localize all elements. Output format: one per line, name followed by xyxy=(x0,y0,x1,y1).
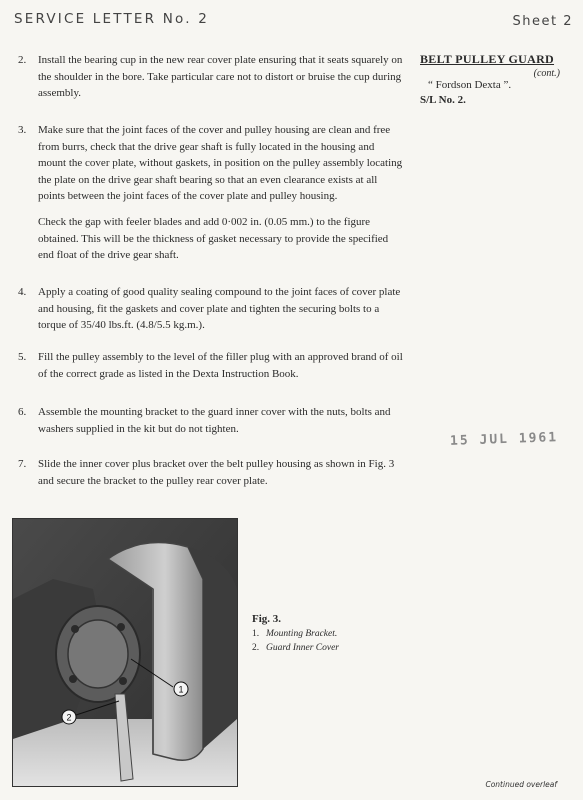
item-number: 5. xyxy=(18,351,27,363)
instruction-item-4 xyxy=(18,284,403,334)
figure-legend-number: 1. xyxy=(252,629,260,639)
item-text: Slide the inner cover plus bracket over the belt pulley housing as shown in Fig. 3 and secure the bracket to the pulley rear cover plate. xyxy=(38,458,395,487)
figure-legend-label: Guard Inner Cover xyxy=(266,643,339,653)
continued-overleaf-note: Continued overleaf xyxy=(485,780,557,789)
figure-legend-item xyxy=(252,629,412,639)
instruction-item-2 xyxy=(18,52,403,102)
figure-legend-label: Mounting Bracket. xyxy=(266,629,338,639)
callout-1: 1 xyxy=(178,684,184,695)
instruction-item-3-note xyxy=(38,214,403,264)
instruction-item-3 xyxy=(18,122,403,205)
side-heading xyxy=(420,52,570,106)
item-number: 2. xyxy=(18,54,27,66)
item-number: 4. xyxy=(18,286,27,298)
item-number: 7. xyxy=(18,458,27,470)
item-text: Install the bearing cup in the new rear cover plate ensuring that it seats squarely on the shoulder in the bore. Take particular care not to distort or bruise the cup during assembly. xyxy=(38,54,403,100)
sheet-number: Sheet 2 xyxy=(512,14,573,29)
item-text: Fill the pulley assembly to the level of the filler plug with an approved brand of oil of the correct grade as listed in the Dexta Instruction Book. xyxy=(38,351,403,380)
figure-title: Fig. 3. xyxy=(252,613,282,625)
figure-3-photo xyxy=(12,518,238,787)
instruction-item-5 xyxy=(18,349,403,382)
side-title: BELT PULLEY GUARD xyxy=(420,52,555,66)
side-model: “ Fordson Dexta ”. xyxy=(428,79,512,91)
side-continued: (cont.) xyxy=(533,68,560,79)
instruction-item-7 xyxy=(18,456,403,489)
item-text: Check the gap with feeler blades and add 0·002 in. (0.05 mm.) to the figure obtained. This will be the thickness of gasket necessary to provide the specified end float of the drive gear shaft. xyxy=(38,216,389,262)
instruction-item-6 xyxy=(18,404,403,437)
item-text: Assemble the mounting bracket to the guard inner cover with the nuts, bolts and washers supplied in the kit but do not tighten. xyxy=(38,406,391,435)
belt-pulley-photo-illustration xyxy=(13,519,237,786)
callout-2: 2 xyxy=(66,712,72,723)
side-service-letter-number: S/L No. 2. xyxy=(420,94,466,106)
item-text: Make sure that the joint faces of the cover and pulley housing are clean and free from burrs, check that the drive gear shaft is fully located in the housing and mount the cover plate, without gaskets, in position on the pulley assembly locating the plate on the drive gear shaft bearing so that an even clearance exists at all points between the joint faces of the cover plate and pulley housing. xyxy=(38,124,403,203)
item-number: 3. xyxy=(18,124,27,136)
figure-legend-number: 2. xyxy=(252,643,260,653)
figure-legend-item xyxy=(252,643,412,653)
item-number: 6. xyxy=(18,406,27,418)
item-text: Apply a coating of good quality sealing compound to the joint faces of cover plate and housing, fit the gaskets and cover plate and tighten the securing bolts to a torque of 35/40 lbs.ft. (4.8/5.5 kg.m.). xyxy=(38,286,401,332)
date-stamp: 15 JUL 1961 xyxy=(449,430,559,449)
figure-caption xyxy=(252,613,412,653)
service-letter-title: SERVICE LETTER No. 2 xyxy=(14,11,210,27)
